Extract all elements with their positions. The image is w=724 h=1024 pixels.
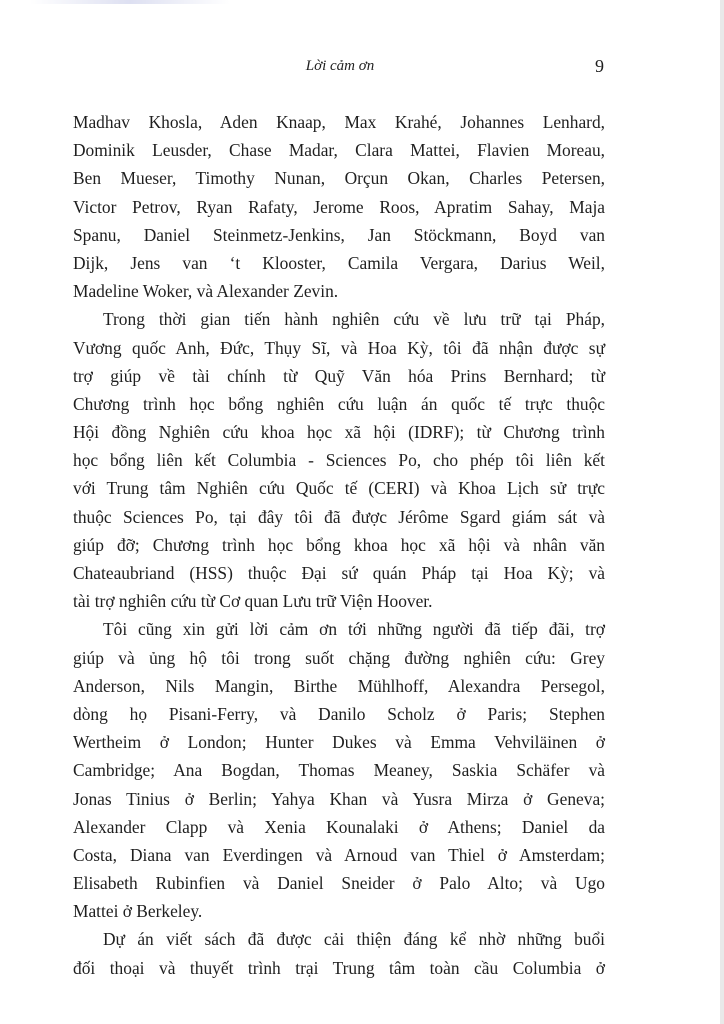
text-line: Dijk, Jens van ‘t Klooster, Camila Vergara, Darius Weil, <box>73 252 605 273</box>
running-title: Lời cảm ơn <box>305 58 375 74</box>
text-line: Anderson, Nils Mangin, Birthe Mühlhoff, Alexandra Persegol, <box>73 675 605 696</box>
text-line: Elisabeth Rubinfien và Daniel Sneider ở Palo Alto; và Ugo <box>73 873 605 894</box>
text-line: trợ giúp về tài chính từ Quỹ Văn hóa Prins Bernhard; từ <box>73 365 605 386</box>
text-line: Mattei ở Berkeley. <box>73 901 203 922</box>
text-line: Wertheim ở London; Hunter Dukes và Emma Vehviläinen ở <box>73 732 605 753</box>
text-line: Chateaubriand (HSS) thuộc Đại sứ quán Pháp tại Hoa Kỳ; và <box>73 563 605 583</box>
text-line: thuộc Sciences Po, tại đây tôi đã được Jérôme Sgard giám sát và <box>73 506 605 527</box>
body-text <box>73 108 605 982</box>
text-line: dòng họ Pisani-Ferry, và Danilo Scholz ở Paris; Stephen <box>73 703 605 724</box>
text-line: Jonas Tinius ở Berlin; Yahya Khan và Yusra Mirza ở Geneva; <box>73 788 605 809</box>
text-line: Costa, Diana van Everdingen và Arnoud van Thiel ở Amsterdam; <box>73 844 605 865</box>
paragraph-first-line: Dự án viết sách đã được cải thiện đáng kể nhờ những buổi <box>103 929 605 950</box>
text-line: Madeline Woker, và Alexander Zevin. <box>73 281 339 302</box>
scan-artifact <box>30 0 230 4</box>
text-line: học bổng liên kết Columbia - Sciences Po, cho phép tôi liên kết <box>73 450 605 471</box>
page-number: 9 <box>595 56 604 76</box>
running-head <box>0 56 724 78</box>
text-line: Spanu, Daniel Steinmetz-Jenkins, Jan Stöckmann, Boyd van <box>73 224 605 245</box>
text-line: Alexander Clapp và Xenia Kounalaki ở Athens; Daniel da <box>73 816 605 837</box>
text-line: Cambridge; Ana Bogdan, Thomas Meaney, Saskia Schäfer và <box>73 760 605 781</box>
text-line: Madhav Khosla, Aden Knaap, Max Krahé, Johannes Lenhard, <box>73 112 605 132</box>
text-line: với Trung tâm Nghiên cứu Quốc tế (CERI) và Khoa Lịch sử trực <box>73 478 605 499</box>
page-edge-shadow <box>720 0 724 1024</box>
text-line: đối thoại và thuyết trình trại Trung tâm toàn cầu Columbia ở <box>73 957 605 978</box>
text-line: Chương trình học bổng nghiên cứu luận án quốc tế trực thuộc <box>73 393 605 414</box>
text-line: giúp và ủng hộ tôi trong suốt chặng đường nghiên cứu: Grey <box>73 647 605 668</box>
text-line: Vương quốc Anh, Đức, Thụy Sĩ, và Hoa Kỳ, tôi đã nhận được sự <box>73 337 605 358</box>
text-line: Dominik Leusder, Chase Madar, Clara Mattei, Flavien Moreau, <box>73 140 605 161</box>
paragraph-first-line: Trong thời gian tiến hành nghiên cứu về lưu trữ tại Pháp, <box>103 309 605 330</box>
text-line: Hội đồng Nghiên cứu khoa học xã hội (IDRF); từ Chương trình <box>73 422 605 443</box>
text-line: Ben Mueser, Timothy Nunan, Orçun Okan, Charles Petersen, <box>73 168 605 189</box>
text-line: Victor Petrov, Ryan Rafaty, Jerome Roos, Apratim Sahay, Maja <box>73 196 605 217</box>
text-line: tài trợ nghiên cứu từ Cơ quan Lưu trữ Viện Hoover. <box>73 591 433 612</box>
text-line: giúp đỡ; Chương trình học bổng khoa học xã hội và nhân văn <box>73 534 605 555</box>
paragraph-first-line: Tôi cũng xin gửi lời cảm ơn tới những người đã tiếp đãi, trợ <box>103 619 605 640</box>
